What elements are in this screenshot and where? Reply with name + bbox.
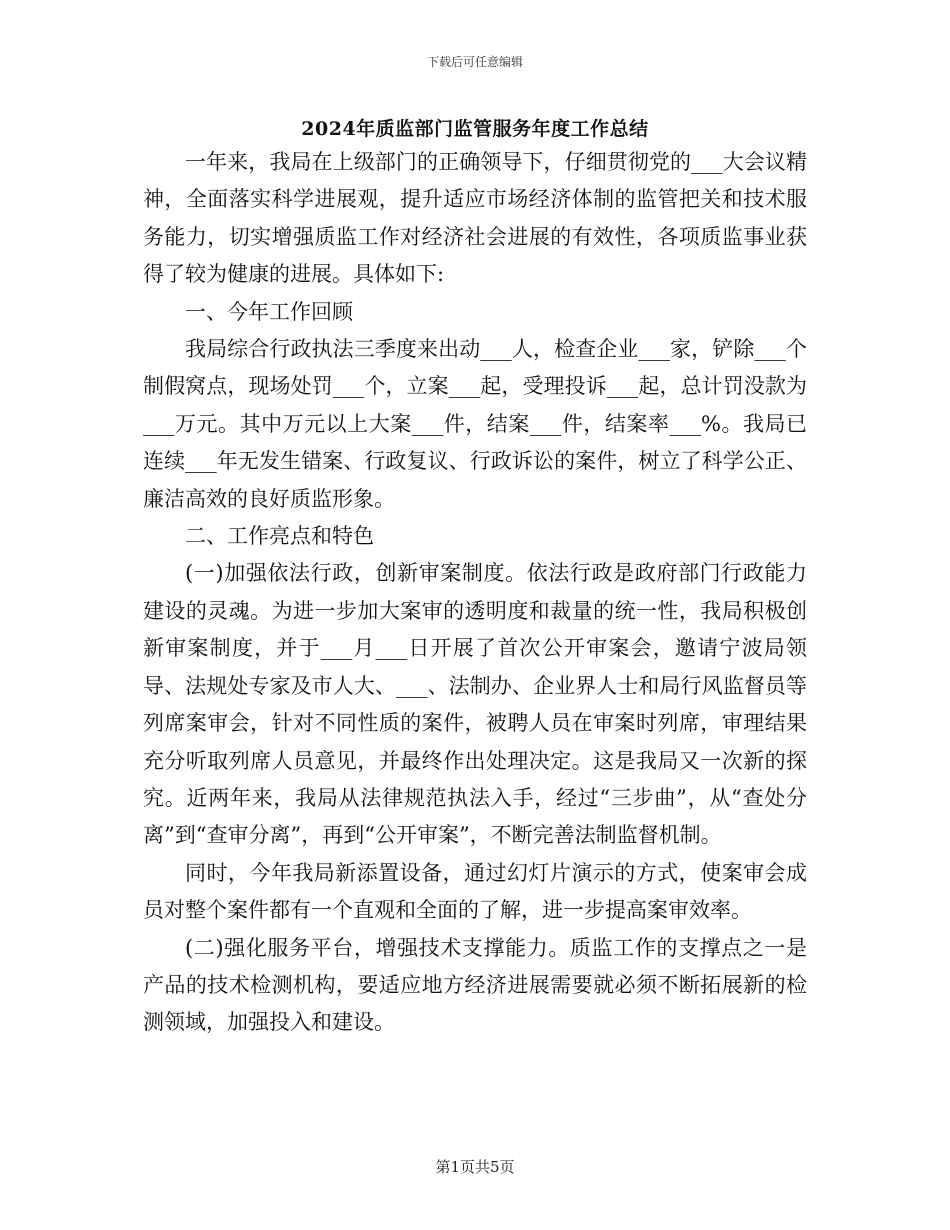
section-heading-review: 一、今年工作回顾 xyxy=(185,299,353,324)
paragraph-intro: 一年来，我局在上级部门的正确领导下，仔细贯彻党的___大会议精神，全面落实科学进展观，提升适应市场经济体制的监管把关和技术服务能力，切实增强质监工作对经济社会进展的有效性，各项质监事业获得了较为健康的进展。具体如下: xyxy=(143,150,807,287)
document-body xyxy=(143,144,807,1042)
paragraph-highlight-1: (一)加强依法行政，创新审案制度。依法行政是政府部门行政能力建设的灵魂。为进一步加大案审的透明度和裁量的统一性，我局积极创新审案制度，并于___月___日开展了首次公开审案会，邀请宁波局领导、法规处专家及市人大、___、法制办、企业界人士和局行风监督员等列席案审会，针对不同性质的案件，被聘人员在审案时列席，审理结果充分听取列席人员意见，并最终作出处理决定。这是我局又一次新的探究。近两年来，我局从法律规范执法入手，经过“三步曲”，从“查处分离”到“查审分离”，再到“公开审案”，不断完善法制监督机制。 xyxy=(143,561,807,848)
paragraph-review: 我局综合行政执法三季度来出动___人，检查企业___家，铲除___个制假窝点，现场处罚___个，立案___起，受理投诉___起，总计罚没款为___万元。其中万元以上大案___件，结案___件，结案率___%。我局已连续___年无发生错案、行政复议、行政诉讼的案件，树立了科学公正、廉洁高效的良好质监形象。 xyxy=(143,337,807,511)
page-footer: 第1页共5页 xyxy=(435,1158,515,1176)
paragraph-highlight-1-cont: 同时，今年我局新添置设备，通过幻灯片演示的方式，使案审会成员对整个案件都有一个直观和全面的了解，进一步提高案审效率。 xyxy=(143,860,807,923)
section-heading-highlights: 二、工作亮点和特色 xyxy=(185,524,374,549)
header-note: 下载后可任意编辑 xyxy=(426,55,523,69)
document-title: 2024年质监部门监管服务年度工作总结 xyxy=(301,118,649,140)
paragraph-highlight-2: (二)强化服务平台，增强技术支撑能力。质监工作的支撑点之一是产品的技术检测机构，要适应地方经济进展需要就必须不断拓展新的检测领域，加强投入和建设。 xyxy=(143,935,807,1035)
